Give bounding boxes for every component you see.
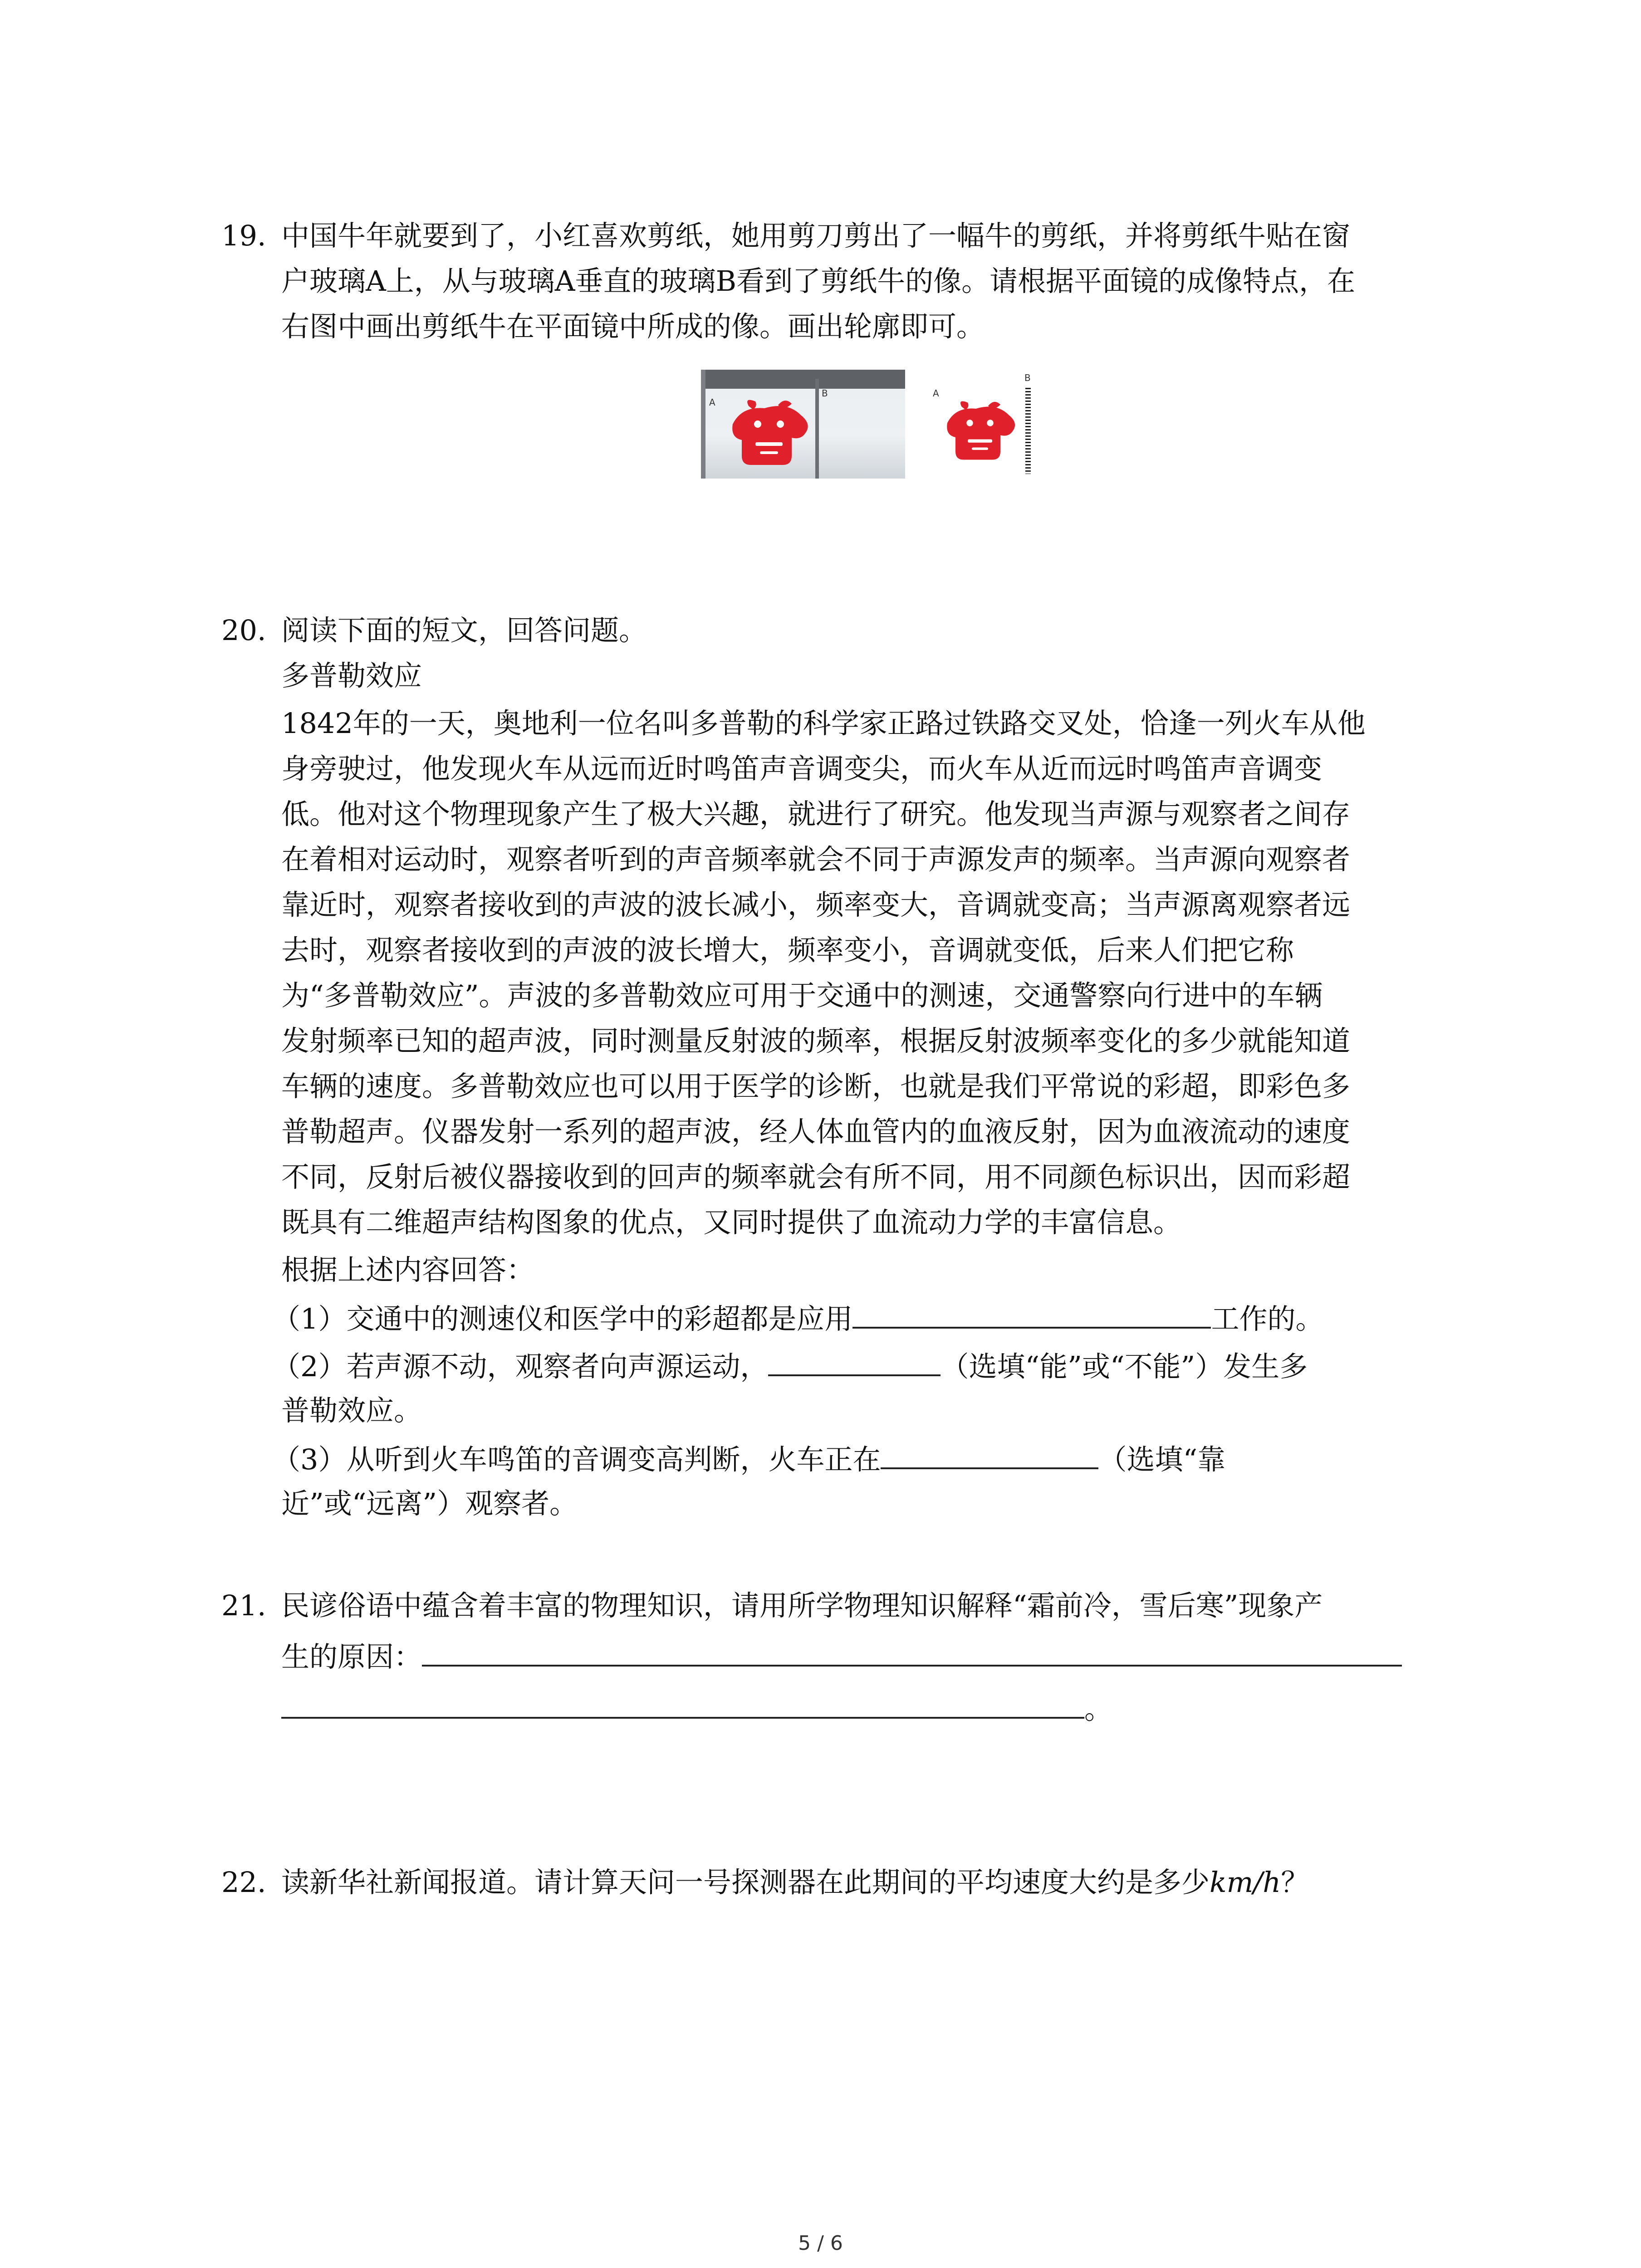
sub-question-1-tail: 工作的。 [1211, 1302, 1324, 1335]
paper-cut-ox-icon-diagram [939, 397, 1021, 469]
sub-question-2 [272, 1347, 1308, 1385]
question-22-end: ？ [1281, 1866, 1309, 1899]
question-20-number: 20. [221, 614, 266, 647]
question-19-figure [701, 370, 1032, 479]
answer-blank-4[interactable] [422, 1637, 1402, 1667]
sub-question-1 [272, 1300, 1323, 1337]
article-title: 多普勒效应 [281, 659, 422, 692]
sub-question-3-line-2: 近”或“远离”）观察者。 [281, 1487, 578, 1520]
question-21-line-1: 民谚俗语中蕴含着丰富的物理知识，请用所学物理知识解释“霜前冷，雪后寒”现象产 [281, 1589, 1323, 1622]
diagram-label-a: A [933, 388, 939, 399]
question-19-number: 19. [221, 219, 266, 252]
question-19-line-3: 右图中画出剪纸牛在平面镜中所成的像。画出轮廓即可。 [281, 310, 985, 343]
question-21-line-3 [281, 1690, 1112, 1727]
sub-question-1-text: （1）交通中的测速仪和医学中的彩超都是应用 [272, 1302, 853, 1335]
question-21-prefix: 生的原因： [281, 1640, 422, 1673]
diagram-label-b: B [1024, 372, 1031, 383]
question-22-text [281, 1864, 1309, 1901]
sub-question-2-line-2: 普勒效应。 [281, 1394, 422, 1427]
question-21-line-2 [281, 1637, 1402, 1675]
question-22-number: 22. [221, 1866, 266, 1899]
article-line: 不同，反射后被仪器接收到的回声的频率就会有所不同，用不同颜色标识出，因而彩超 [281, 1160, 1351, 1193]
plane-mirror-b [1025, 388, 1031, 474]
window-frame-left [701, 370, 705, 479]
window-frame-top [701, 370, 905, 389]
photo-label-b: B [822, 388, 828, 399]
sub-question-2-text: （2）若声源不动，观察者向声源运动， [272, 1350, 769, 1383]
article-line: 既具有二维超声结构图象的优点，又同时提供了血流动力学的丰富信息。 [281, 1206, 1182, 1239]
article-line: 发射频率已知的超声波，同时测量反射波的频率，根据反射波频率变化的多少就能知道 [281, 1024, 1351, 1057]
question-22-body: 读新华社新闻报道。请计算天问一号探测器在此期间的平均速度大约是多少 [281, 1866, 1210, 1899]
answer-blank-5[interactable] [281, 1690, 1084, 1719]
answer-prompt: 根据上述内容回答： [281, 1253, 535, 1286]
article-line: 为“多普勒效应”。声波的多普勒效应可用于交通中的测速，交通警察向行进中的车辆 [281, 979, 1323, 1012]
paper-cut-ox-icon [724, 397, 814, 474]
article-line: 身旁驶过，他发现火车从远而近时鸣笛声音调变尖，而火车从近而远时鸣笛声音调变 [281, 752, 1323, 785]
article-line: 去时，观察者接收到的声波的波长增大，频率变小，音调就变低，后来人们把它称 [281, 934, 1294, 967]
sub-question-3-tail: （选填“靠 [1098, 1443, 1226, 1476]
question-19-line-1: 中国牛年就要到了，小红喜欢剪纸，她用剪刀剪出了一幅牛的剪纸，并将剪纸牛贴在窗 [281, 219, 1351, 252]
question-21-number: 21. [221, 1589, 266, 1622]
window-frame-mid [815, 379, 819, 479]
question-21-end: 。 [1084, 1692, 1113, 1725]
question-19-line-2: 户玻璃A上，从与玻璃A垂直的玻璃B看到了剪纸牛的像。请根据平面镜的成像特点，在 [281, 264, 1356, 298]
sub-question-3 [272, 1440, 1225, 1478]
sub-question-3-text: （3）从听到火车鸣笛的音调变高判断，火车正在 [272, 1443, 881, 1476]
article-line: 1842年的一天，奥地利一位名叫多普勒的科学家正路过铁路交叉处，恰逢一列火车从他 [281, 707, 1366, 740]
question-20-intro: 阅读下面的短文，回答问题。 [281, 614, 647, 647]
window-photo [701, 370, 905, 479]
sub-question-2-tail: （选填“能”或“不能”）发生多 [941, 1350, 1308, 1383]
article-line: 低。他对这个物理现象产生了极大兴趣，就进行了研究。他发现当声源与观察者之间存 [281, 797, 1351, 831]
article-line: 车辆的速度。多普勒效应也可以用于医学的诊断，也就是我们平常说的彩超，即彩色多 [281, 1070, 1351, 1103]
mirror-diagram [930, 370, 1032, 479]
photo-label-a: A [709, 397, 715, 408]
article-line: 普勒超声。仪器发射一系列的超声波，经人体血管内的血液反射，因为血液流动的速度 [281, 1115, 1351, 1148]
article-line: 靠近时，观察者接收到的声波的波长减小，频率变大，音调就变高；当声源离观察者远 [281, 888, 1351, 921]
answer-blank-3[interactable] [881, 1440, 1098, 1469]
answer-blank-2[interactable] [768, 1347, 941, 1376]
page-number: 5 / 6 [798, 2232, 843, 2255]
question-22-unit: km/h [1210, 1866, 1281, 1899]
article-line: 在着相对运动时，观察者听到的声音频率就会不同于声源发声的频率。当声源向观察者 [281, 843, 1351, 876]
answer-blank-1[interactable] [852, 1300, 1211, 1329]
